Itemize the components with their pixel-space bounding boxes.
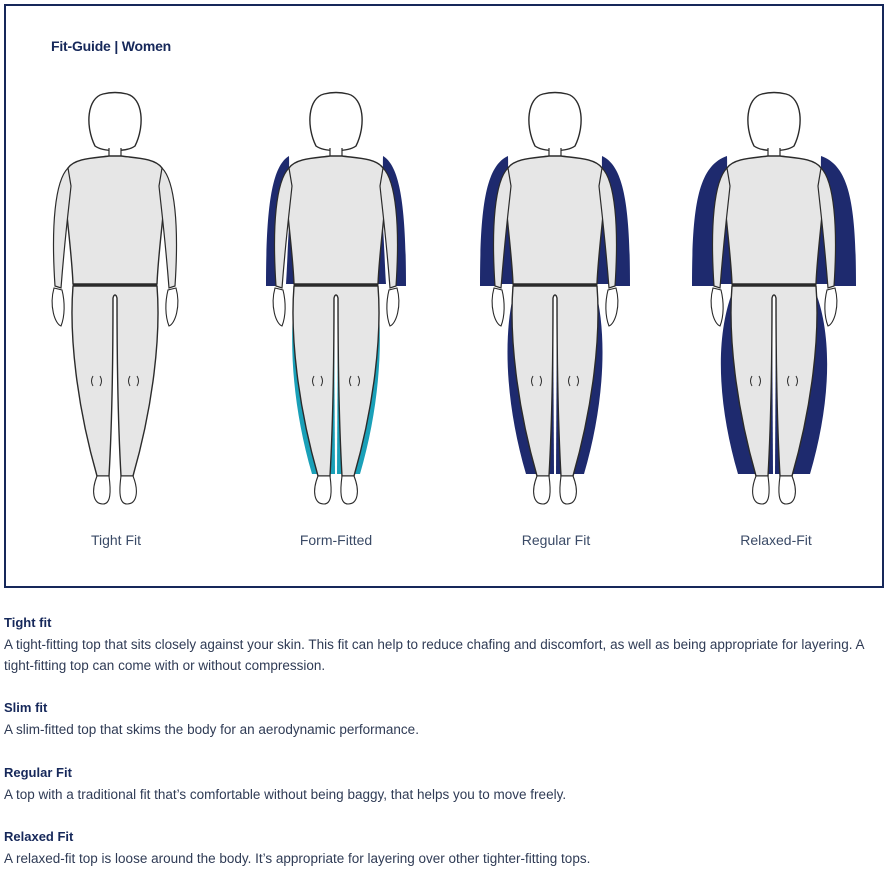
hand-left [711, 288, 723, 326]
foot-right [341, 476, 357, 504]
description-text: A tight-fitting top that sits closely against your skin. This fit can help to reduce chafing and discomfort, as well as being appropriate for layering. A tight-fitting top can come with or without compression. [4, 637, 864, 673]
foot-right [779, 476, 795, 504]
description-title: Slim fit [4, 700, 48, 715]
foot-left [534, 476, 550, 504]
foot-right [560, 476, 576, 504]
fit-figures [6, 6, 882, 586]
fit-guide-panel [4, 4, 884, 588]
foot-left [753, 476, 769, 504]
torso [505, 156, 605, 284]
head [310, 93, 362, 151]
figure-relaxed-fit [692, 93, 856, 505]
torso [286, 156, 386, 284]
foot-right [120, 476, 136, 504]
hand-right [166, 288, 178, 326]
hand-right [387, 288, 399, 326]
description-text: A slim-fitted top that skims the body for an aerodynamic performance. [4, 722, 419, 737]
hand-left [52, 288, 64, 326]
head [748, 93, 800, 151]
label-relaxed-fit: Relaxed-Fit [740, 532, 812, 548]
label-form-fitted: Form-Fitted [299, 532, 373, 548]
description-title: Tight fit [4, 615, 52, 630]
foot-left [315, 476, 331, 504]
description-slim-fit [4, 699, 889, 740]
label-regular-fit: Regular Fit [521, 532, 591, 548]
figure-tight-fit [52, 93, 178, 505]
head [529, 93, 581, 151]
hand-right [606, 288, 618, 326]
torso [65, 156, 165, 284]
description-title: Regular Fit [4, 765, 72, 780]
description-relaxed-fit [4, 828, 889, 869]
description-title: Relaxed Fit [4, 829, 74, 844]
description-text: A relaxed-fit top is loose around the body. It’s appropriate for layering over other tighter-fitting tops. [4, 851, 591, 866]
hand-left [492, 288, 504, 326]
description-tight-fit [4, 614, 889, 676]
figure-form-fitted [266, 93, 406, 505]
legs [72, 286, 158, 476]
figure-regular-fit [480, 93, 630, 505]
fit-guide-title: Fit-Guide | Women [51, 38, 172, 54]
hand-left [273, 288, 285, 326]
description-text: A top with a traditional fit that’s comfortable without being baggy, that helps you to move freely. [4, 787, 567, 802]
label-tight-fit: Tight Fit [90, 532, 142, 548]
hand-right [825, 288, 837, 326]
head [89, 93, 141, 151]
foot-left [94, 476, 110, 504]
description-regular-fit [4, 764, 889, 805]
torso [724, 156, 824, 284]
